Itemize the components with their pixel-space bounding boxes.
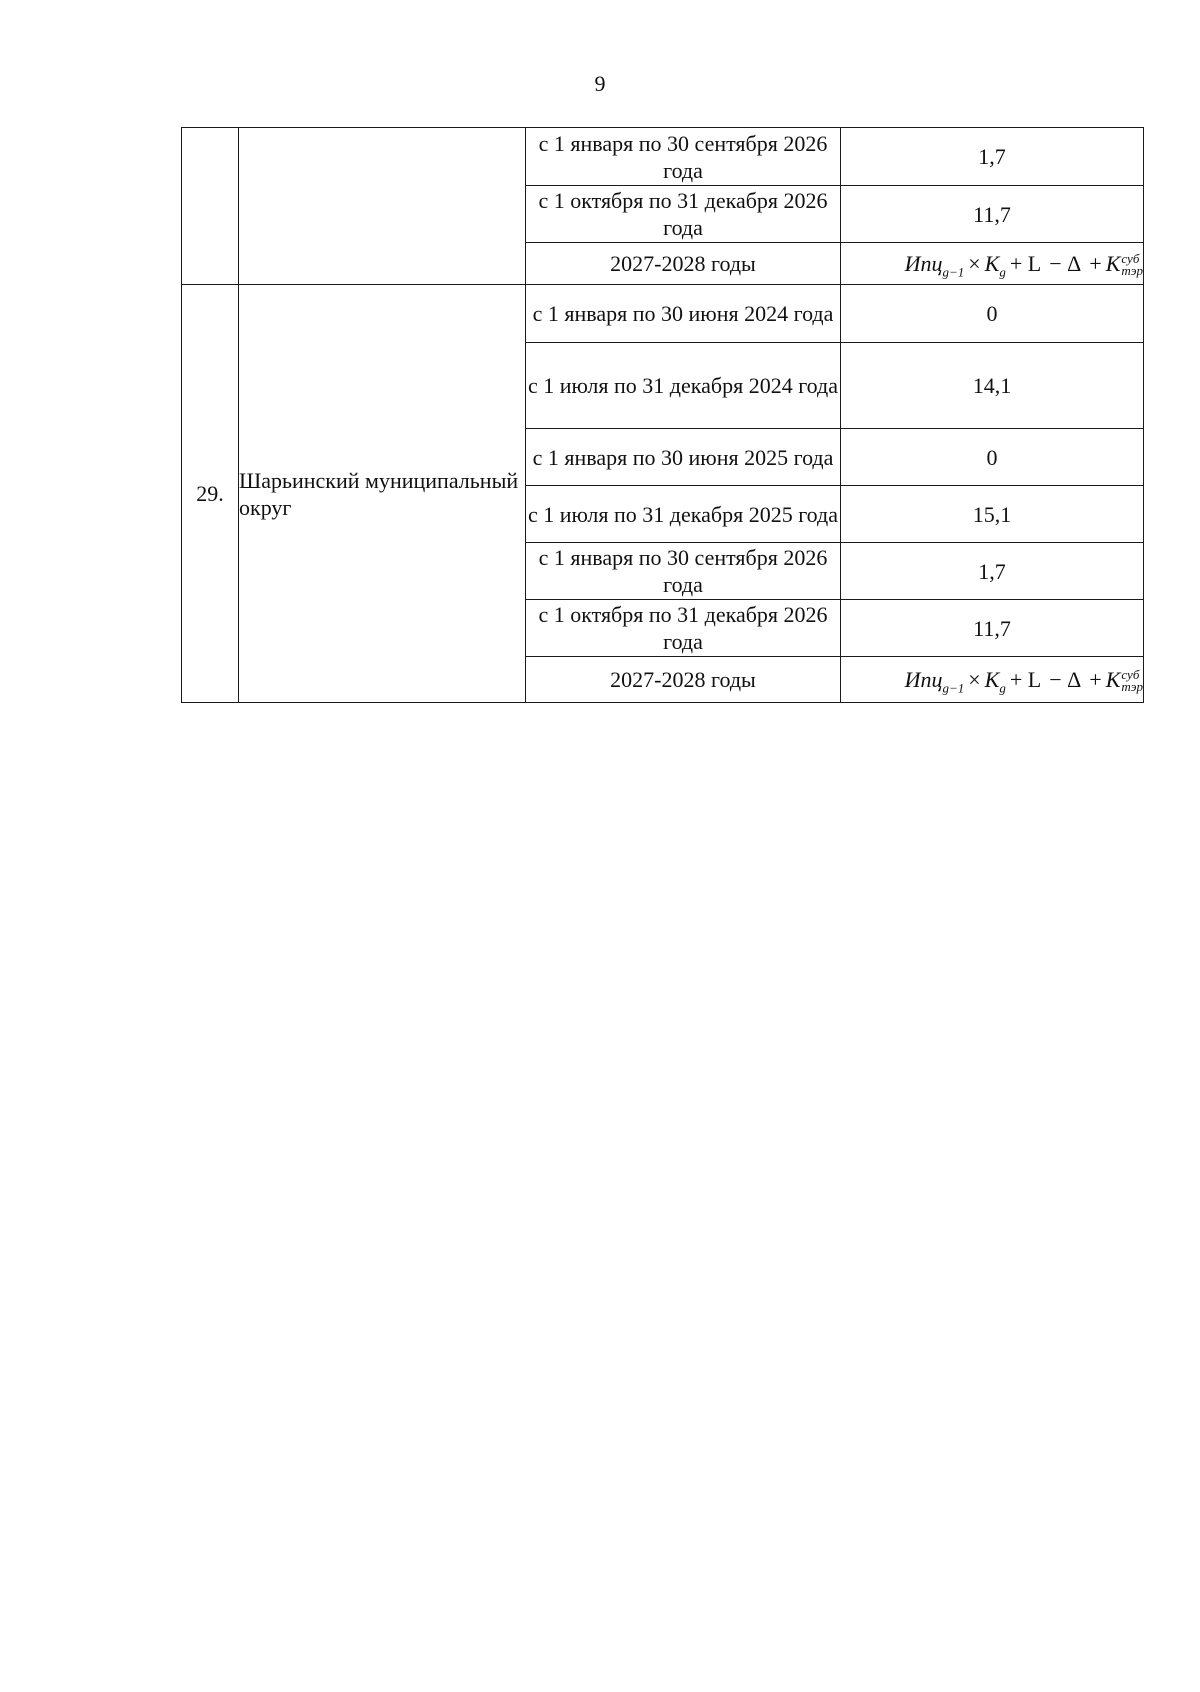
formula-cell xyxy=(841,657,1144,703)
value-cell: 0 xyxy=(841,285,1144,343)
period-cell: с 1 января по 30 сентября 2026 года xyxy=(526,543,841,600)
period-cell: с 1 июля по 31 декабря 2024 года xyxy=(526,343,841,429)
municipality-name-cell: Шарьинский муниципальный округ xyxy=(239,285,526,703)
tariff-table xyxy=(181,127,1144,703)
value-cell: 11,7 xyxy=(841,600,1144,657)
value-cell: 14,1 xyxy=(841,343,1144,429)
table-row xyxy=(182,128,1144,186)
index-formula: $Ипц_{g-1} \times K_g + L - \Delta + K$ суб тэр xyxy=(904,666,1143,695)
value-cell: 15,1 xyxy=(841,486,1144,543)
index-formula: $Ипц_{g-1} \times K_g + L - \Delta + K$ суб тэр xyxy=(904,250,1143,279)
value-cell: 1,7 xyxy=(841,543,1144,600)
period-cell: с 1 июля по 31 декабря 2025 года xyxy=(526,486,841,543)
municipality-name-cell xyxy=(239,128,526,285)
row-number-cell xyxy=(182,128,239,285)
table-row xyxy=(182,285,1144,343)
period-cell: с 1 октября по 31 декабря 2026 года xyxy=(526,186,841,243)
period-cell: с 1 октября по 31 декабря 2026 года xyxy=(526,600,841,657)
row-number-cell: 29. xyxy=(182,285,239,703)
period-cell: с 1 января по 30 сентября 2026 года xyxy=(526,128,841,186)
period-cell: 2027-2028 годы xyxy=(526,657,841,703)
formula-cell xyxy=(841,243,1144,285)
value-cell: 0 xyxy=(841,429,1144,486)
period-cell: с 1 января по 30 июня 2024 года xyxy=(526,285,841,343)
period-cell: с 1 января по 30 июня 2025 года xyxy=(526,429,841,486)
value-cell: 1,7 xyxy=(841,128,1144,186)
value-cell: 11,7 xyxy=(841,186,1144,243)
page-number: 9 xyxy=(594,71,606,96)
period-cell: 2027-2028 годы xyxy=(526,243,841,285)
